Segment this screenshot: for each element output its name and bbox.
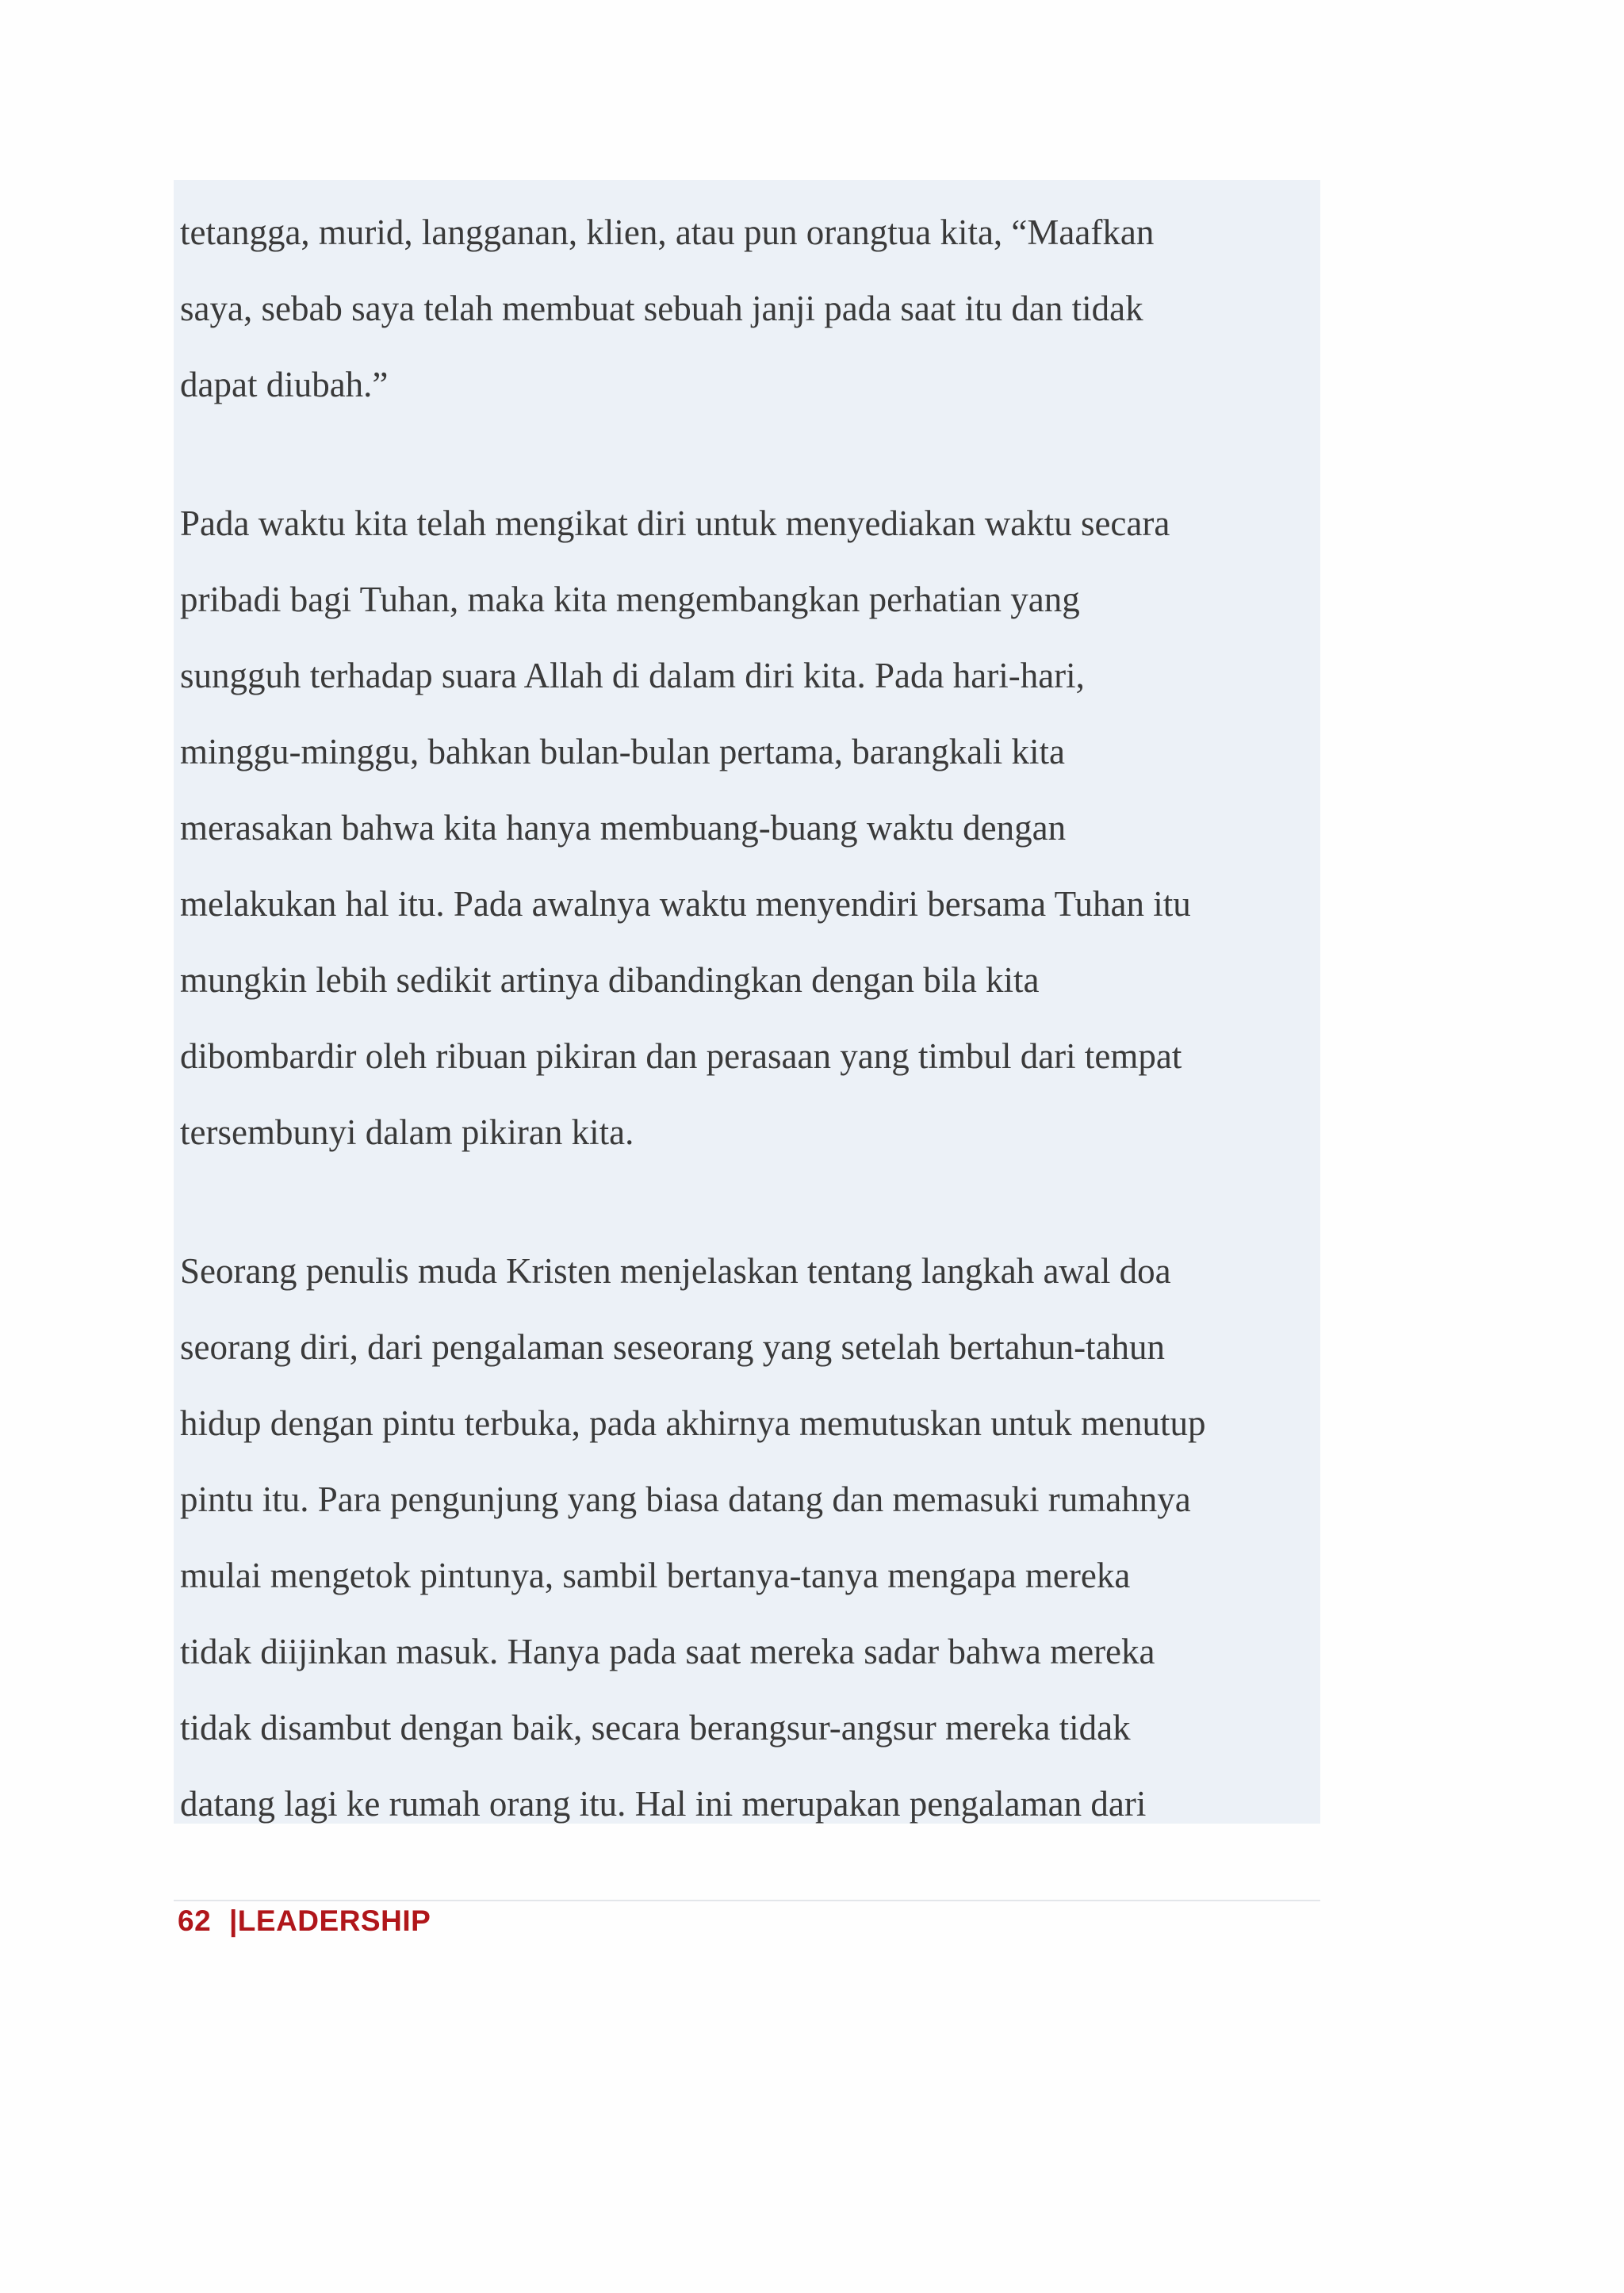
text-line: dibombardir oleh ribuan pikiran dan perasaan yang timbul dari tempat bbox=[180, 1036, 1182, 1076]
body-text bbox=[180, 194, 1319, 1842]
text-line: tidak disambut dengan baik, secara berangsur-angsur mereka tidak bbox=[180, 1708, 1131, 1748]
paragraph-3 bbox=[180, 1233, 1319, 1842]
page-footer bbox=[178, 1904, 431, 1938]
text-line: dapat diubah.” bbox=[180, 365, 389, 404]
text-line: pribadi bagi Tuhan, maka kita mengembangkan perhatian yang bbox=[180, 580, 1080, 619]
paragraph-1 bbox=[180, 194, 1319, 423]
text-line: saya, sebab saya telah membuat sebuah janji pada saat itu dan tidak bbox=[180, 289, 1143, 328]
footer-divider bbox=[174, 1900, 1320, 1901]
footer-title: LEADERSHIP bbox=[237, 1904, 431, 1937]
text-line: Seorang penulis muda Kristen menjelaskan tentang langkah awal doa bbox=[180, 1251, 1171, 1291]
text-line: hidup dengan pintu terbuka, pada akhirnya memutuskan untuk menutup bbox=[180, 1403, 1206, 1443]
paragraph-2 bbox=[180, 485, 1319, 1170]
text-line: minggu-minggu, bahkan bulan-bulan pertama, barangkali kita bbox=[180, 732, 1065, 771]
text-line: merasakan bahwa kita hanya membuang-buang waktu dengan bbox=[180, 808, 1067, 848]
text-line: tersembunyi dalam pikiran kita. bbox=[180, 1112, 634, 1152]
text-line: melakukan hal itu. Pada awalnya waktu menyendiri bersama Tuhan itu bbox=[180, 884, 1191, 924]
page-number: 62 bbox=[178, 1904, 212, 1937]
text-line: tidak diijinkan masuk. Hanya pada saat mereka sadar bahwa mereka bbox=[180, 1632, 1155, 1671]
text-line: Pada waktu kita telah mengikat diri untuk menyediakan waktu secara bbox=[180, 503, 1170, 543]
text-line: sungguh terhadap suara Allah di dalam diri kita. Pada hari-hari, bbox=[180, 656, 1085, 695]
text-line: pintu itu. Para pengunjung yang biasa datang dan memasuki rumahnya bbox=[180, 1480, 1191, 1519]
text-line: datang lagi ke rumah orang itu. Hal ini merupakan pengalaman dari bbox=[180, 1784, 1147, 1824]
paragraph-spacer bbox=[180, 1170, 1319, 1233]
text-line: mulai mengetok pintunya, sambil bertanya-tanya mengapa mereka bbox=[180, 1556, 1131, 1595]
text-line: mungkin lebih sedikit artinya dibandingkan dengan bila kita bbox=[180, 960, 1040, 1000]
paragraph-spacer bbox=[180, 423, 1319, 485]
footer-separator: | bbox=[228, 1904, 238, 1937]
text-line: tetangga, murid, langganan, klien, atau pun orangtua kita, “Maafkan bbox=[180, 212, 1155, 252]
text-line: seorang diri, dari pengalaman seseorang yang setelah bertahun-tahun bbox=[180, 1327, 1166, 1367]
